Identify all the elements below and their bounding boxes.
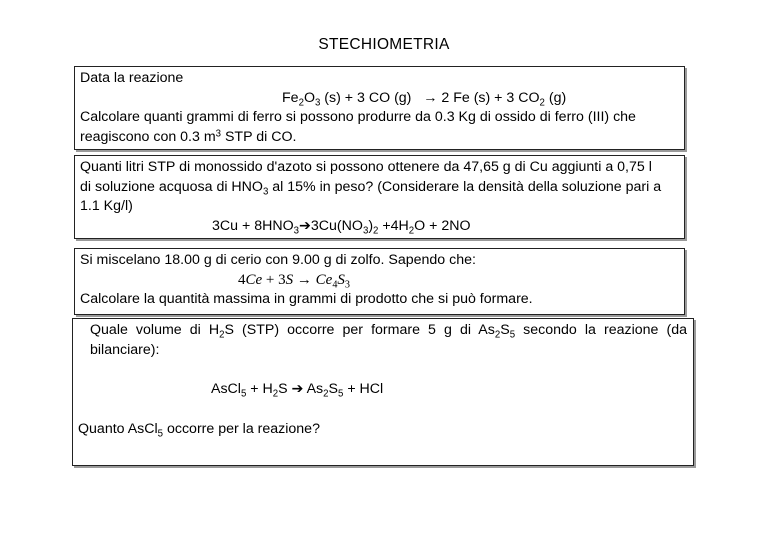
reaction-arrow-icon: → bbox=[293, 271, 316, 288]
exercise-4-equation: AsCl$_5$ + $H_2S$ ➔ $As_2S_5$ + HCl bbox=[211, 381, 384, 400]
exercise-2-question: Quanti litri STP di monossido d'azoto si possono ottenere da 47,65 g di Cu aggiunti a 0,75 l bbox=[80, 159, 652, 175]
exercise-3-question: Calcolare la quantità massima in grammi di prodotto che si può formare. bbox=[80, 291, 533, 307]
reaction-arrow-icon: → bbox=[423, 89, 438, 106]
exercise-2-question-cont: di soluzione acquosa di $HNO_3$ al 15% in peso? (Considerare la densità della soluzione pari a bbox=[80, 178, 662, 197]
exercise-3-equation: $4Ce + 3S \to Ce_4S_3$ bbox=[238, 271, 350, 291]
exercise-1-equation: $Fe_2O_3$ (s) + 3 CO (g) → 2 Fe (s) + 3 $CO_2$ (g) bbox=[282, 89, 567, 108]
page-title: STECHIOMETRIA bbox=[318, 36, 450, 53]
reaction-arrow-icon: ➔ bbox=[299, 217, 311, 234]
exercise-3-intro: Si miscelano 18.00 g di cerio con 9.00 g di zolfo. Sapendo che: bbox=[80, 252, 476, 268]
exercise-2-question-end: 1.1 Kg/l) bbox=[80, 198, 133, 214]
exercise-1-question-cont: reagiscono con 0.3 $m^3$ STP di CO. bbox=[80, 128, 297, 145]
exercise-2-equation: $3Cu + 8HNO_3➔3Cu(NO_3)_2 +4H_2O + 2NO$ bbox=[212, 217, 471, 236]
exercise-box-2 bbox=[74, 155, 685, 239]
exercise-1-question: Calcolare quanti grammi di ferro si possono produrre da 0.3 Kg di ossido di ferro (III) che bbox=[80, 109, 636, 125]
exercise-1-intro: Data la reazione bbox=[80, 70, 184, 86]
exercise-4-question: Quale volume di $H_2S$ (STP) occorre per formare 5 g di $As_2S_5$ secondo la reazione (da bbox=[90, 322, 687, 341]
exercise-box-1 bbox=[74, 66, 685, 150]
exercise-4-question-2: Quanto AsCl$_5$ occorre per la reazione? bbox=[78, 420, 320, 439]
exercise-4-question-cont: bilanciare): bbox=[90, 341, 160, 358]
exercise-box-3 bbox=[74, 248, 685, 315]
exercise-box-4 bbox=[72, 318, 694, 466]
reaction-arrow-icon: ➔ bbox=[291, 381, 304, 397]
